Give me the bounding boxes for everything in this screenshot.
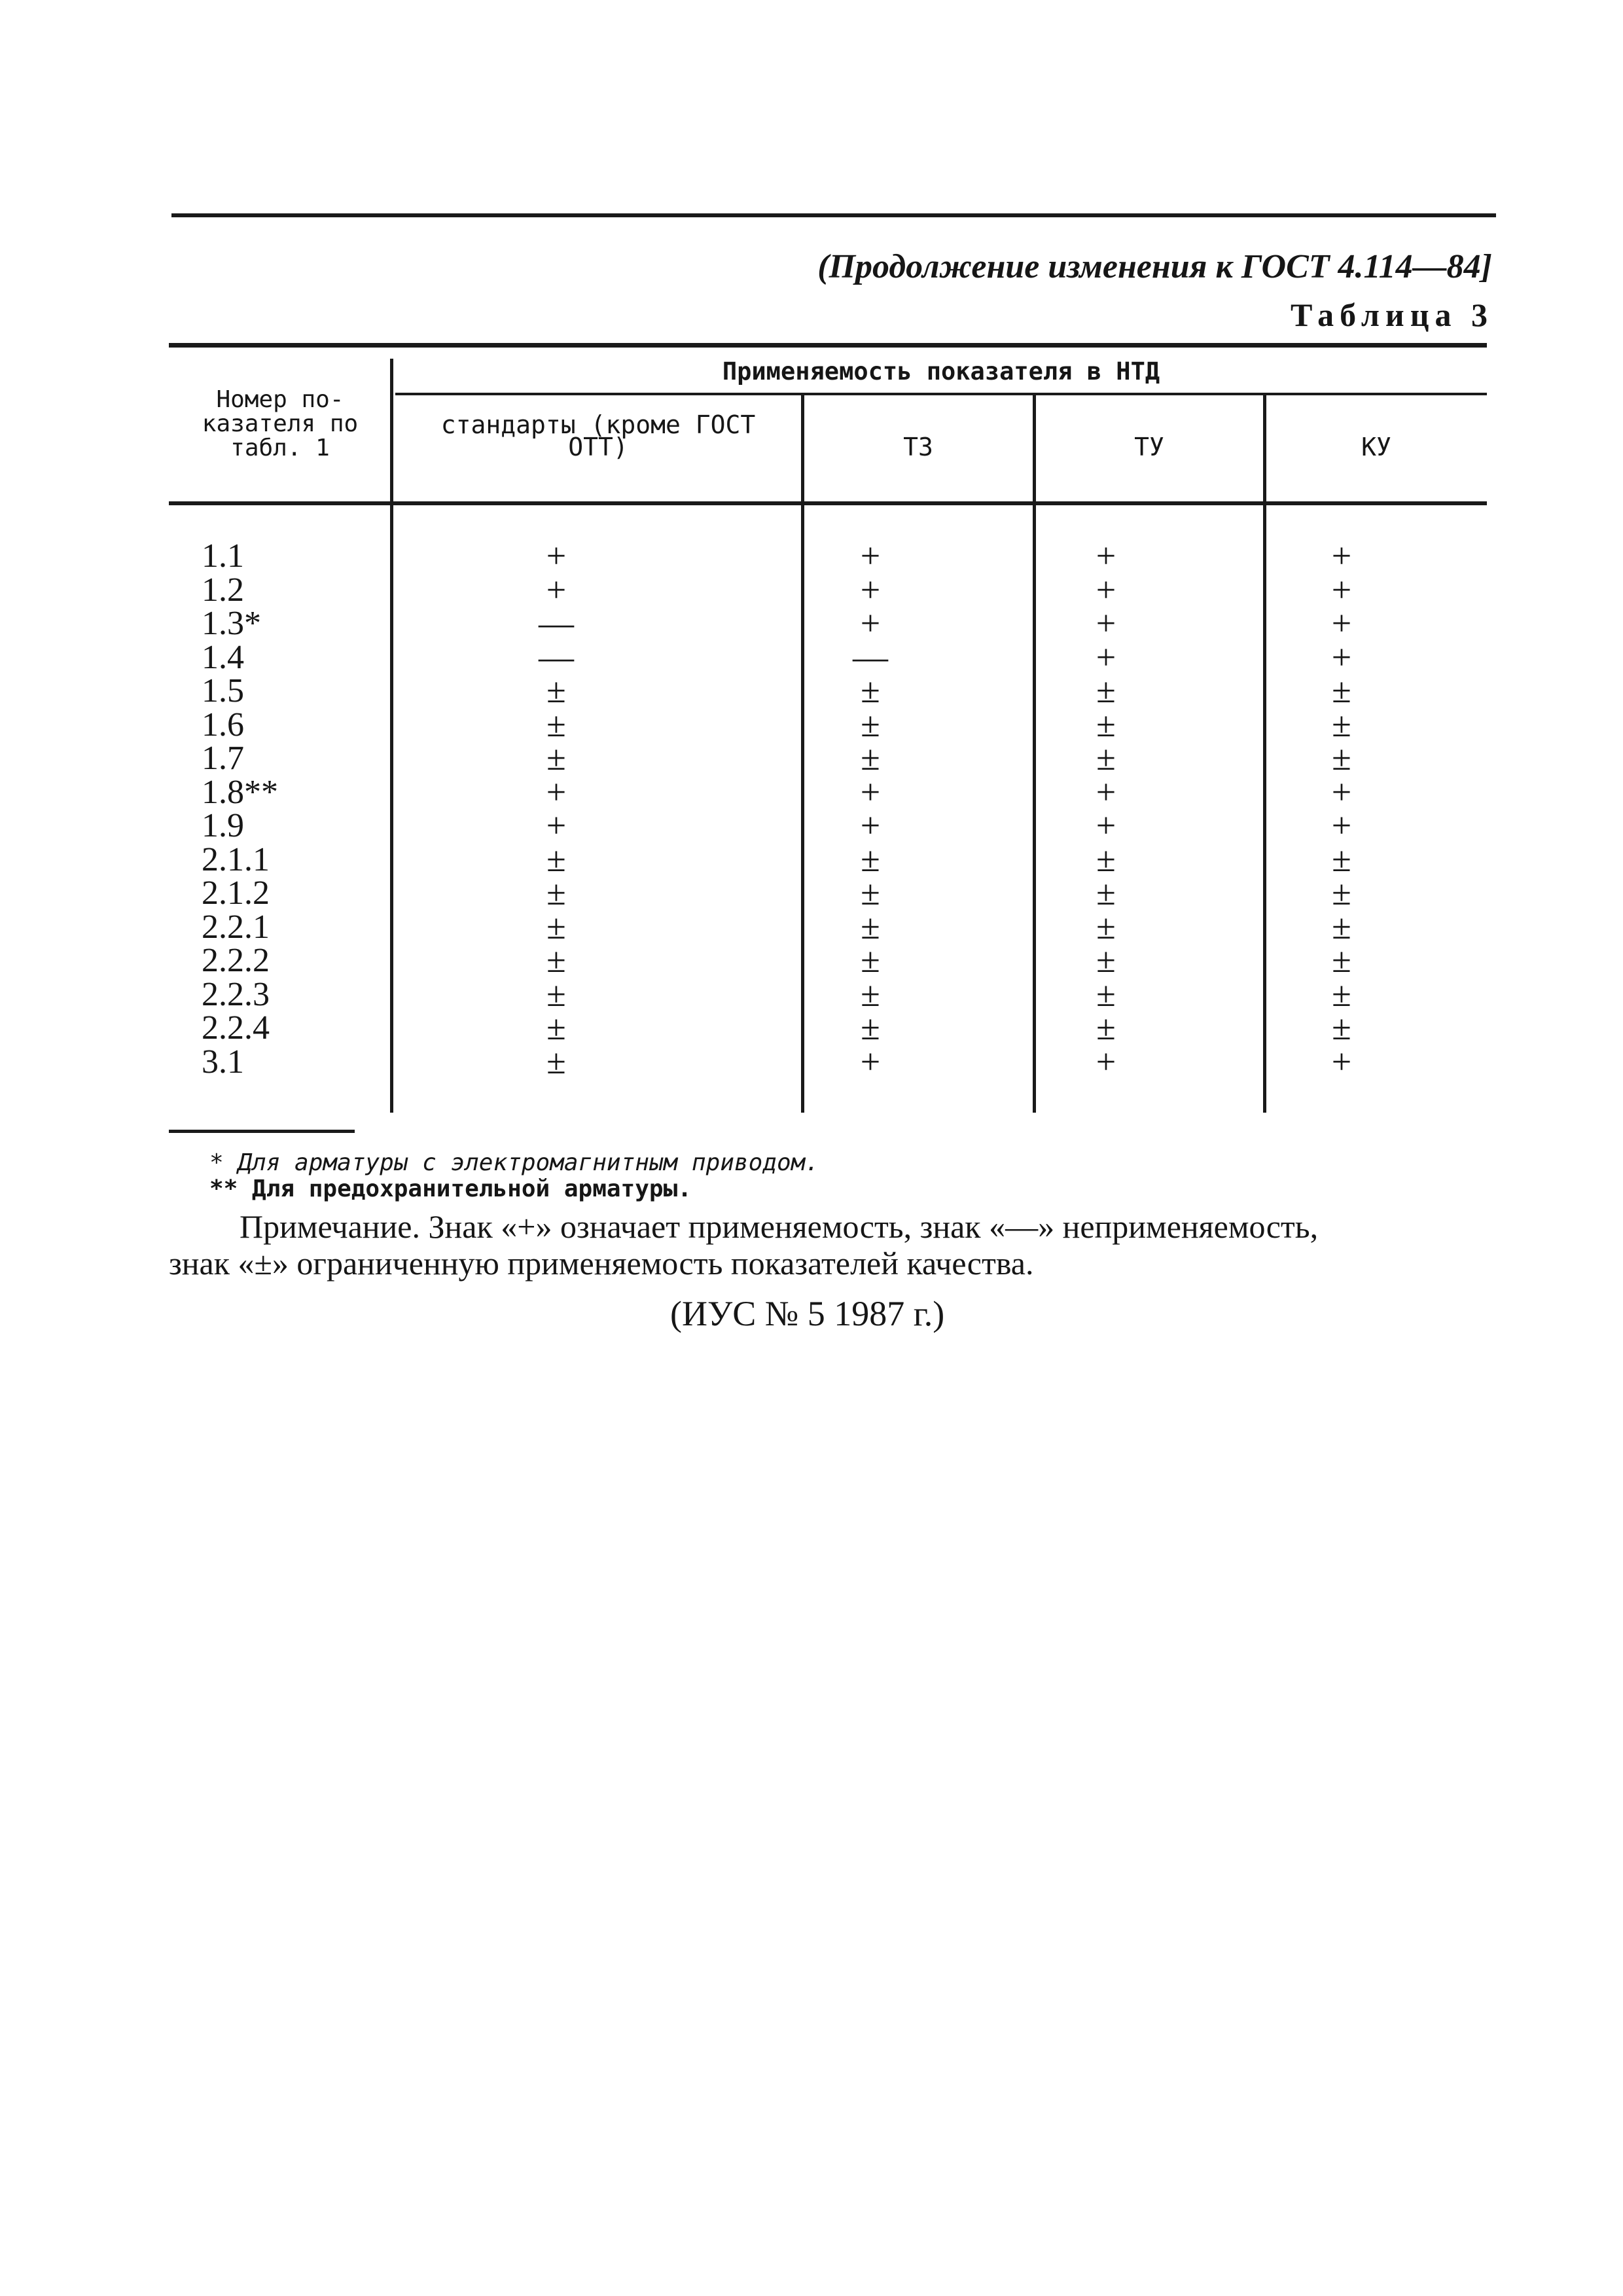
cell-standards: ± [546, 974, 566, 1014]
cell-standards: — [539, 603, 574, 643]
row-number: 1.7 [202, 740, 244, 777]
cell-tz: ± [861, 704, 880, 744]
cell-standards: ± [546, 738, 566, 778]
table-row [169, 974, 1487, 1014]
table-row [169, 1041, 1487, 1081]
cell-ku: + [1331, 772, 1352, 812]
row-number: 2.2.4 [202, 1009, 270, 1047]
row-number: 1.8** [202, 773, 278, 811]
cell-tu: ± [1096, 1008, 1116, 1047]
table-row [169, 603, 1487, 643]
cell-ku: + [1331, 603, 1352, 643]
cell-tu: ± [1096, 738, 1116, 778]
cell-ku: + [1331, 569, 1352, 609]
cell-tz: + [860, 806, 881, 845]
cell-ku: + [1331, 806, 1352, 845]
header-bottom-rule [169, 501, 1487, 505]
footnote-2: ** Для предохранительной арматуры. [209, 1175, 692, 1202]
table-row [169, 637, 1487, 677]
cell-ku: ± [1332, 671, 1351, 710]
row-number: 1.2 [202, 571, 244, 609]
table-row [169, 1008, 1487, 1047]
header-mid-rule [395, 393, 1487, 395]
cell-tu: + [1096, 637, 1116, 677]
cell-standards: ± [546, 906, 566, 946]
cell-standards: ± [546, 873, 566, 912]
header-standards-line-2: ОТТ) [568, 433, 628, 461]
table-row [169, 839, 1487, 879]
header-number-line-2: казателя по [202, 410, 359, 437]
cell-standards: + [546, 772, 567, 812]
cell-ku: ± [1332, 941, 1351, 980]
cell-ku: ± [1332, 873, 1351, 912]
table-row [169, 704, 1487, 744]
cell-tu: + [1096, 603, 1116, 643]
column-header-standards [395, 410, 801, 461]
row-number: 2.2.1 [202, 908, 270, 946]
cell-tz: ± [861, 738, 880, 778]
cell-ku: + [1331, 1041, 1352, 1081]
cell-tz: ± [861, 941, 880, 980]
cell-tz: ± [861, 1008, 880, 1047]
applicability-table [169, 343, 1487, 1113]
cell-tu: ± [1096, 974, 1116, 1014]
cell-standards: — [539, 637, 574, 677]
header-standards-line-1: стандарты (кроме ГОСТ [440, 410, 756, 439]
note-line-1: Примечание. Знак «+» означает применяемость, знак «—» неприменяемость, [240, 1208, 1319, 1245]
footnote-1: * Для арматуры с электромагнитным приводом. [209, 1149, 819, 1176]
cell-ku: + [1331, 637, 1352, 677]
row-number: 1.3* [202, 605, 261, 642]
row-number: 2.1.2 [202, 874, 270, 912]
table-body [169, 536, 1487, 1081]
cell-tz: + [860, 536, 881, 575]
cell-tz: + [860, 603, 881, 643]
cell-standards: ± [546, 1041, 566, 1081]
row-number: 2.1.1 [202, 840, 270, 878]
row-number: 2.2.2 [202, 942, 270, 979]
cell-standards: ± [546, 839, 566, 879]
header-number-line-3: табл. 1 [230, 435, 330, 461]
header-number-line-1: Номер по- [216, 386, 344, 413]
table-row [169, 772, 1487, 812]
cell-tu: ± [1096, 941, 1116, 980]
cell-tz: ± [861, 873, 880, 912]
table-row [169, 806, 1487, 845]
cell-standards: ± [546, 671, 566, 710]
note-paragraph [169, 1208, 1491, 1282]
cell-ku: ± [1332, 738, 1351, 778]
column-header-tz: ТЗ [903, 433, 933, 461]
row-number: 1.9 [202, 807, 244, 844]
cell-ku: ± [1332, 1008, 1351, 1047]
cell-ku: ± [1332, 704, 1351, 744]
cell-ku: ± [1332, 839, 1351, 879]
note-line-2: знак «±» ограниченную применяемость показателей качества. [169, 1245, 1034, 1282]
cell-tu: + [1096, 772, 1116, 812]
cell-tz: — [853, 637, 888, 677]
cell-standards: + [546, 806, 567, 845]
cell-tu: + [1096, 806, 1116, 845]
table-row [169, 738, 1487, 778]
table-top-rule [169, 343, 1487, 348]
cell-standards: ± [546, 1008, 566, 1047]
cell-standards: ± [546, 941, 566, 980]
column-header-applicability: Применяемость показателя в НТД [722, 357, 1160, 386]
cell-tz: ± [861, 671, 880, 710]
cell-tu: ± [1096, 906, 1116, 946]
table-number: Таблица 3 [1290, 296, 1493, 333]
row-number: 1.4 [202, 638, 244, 676]
cell-tu: ± [1096, 839, 1116, 879]
row-number: 2.2.3 [202, 975, 270, 1013]
cell-standards: ± [546, 704, 566, 744]
row-number: 1.5 [202, 672, 244, 709]
continuation-title: (Продолжение изменения к ГОСТ 4.114—84] [817, 248, 1492, 285]
cell-tz: ± [861, 974, 880, 1014]
table-row [169, 569, 1487, 609]
column-header-ku: КУ [1361, 433, 1391, 461]
source-reference: (ИУС № 5 1987 г.) [670, 1294, 945, 1333]
cell-tz: + [860, 569, 881, 609]
cell-tu: + [1096, 536, 1116, 575]
row-number: 3.1 [202, 1043, 244, 1081]
table-row [169, 536, 1487, 575]
cell-ku: + [1331, 536, 1352, 575]
top-rule [171, 213, 1496, 217]
cell-tu: + [1096, 569, 1116, 609]
column-header-number [169, 387, 391, 460]
footnote-rule [169, 1130, 355, 1133]
cell-tz: + [860, 1041, 881, 1081]
cell-tz: + [860, 772, 881, 812]
table-row [169, 873, 1487, 912]
row-number: 1.1 [202, 537, 244, 575]
cell-standards: + [546, 536, 567, 575]
cell-tu: ± [1096, 704, 1116, 744]
cell-tu: ± [1096, 671, 1116, 710]
cell-tz: ± [861, 906, 880, 946]
column-header-tu: ТУ [1134, 433, 1164, 461]
row-number: 1.6 [202, 706, 244, 744]
cell-ku: ± [1332, 906, 1351, 946]
table-row [169, 906, 1487, 946]
cell-tu: ± [1096, 873, 1116, 912]
cell-ku: ± [1332, 974, 1351, 1014]
cell-tz: ± [861, 839, 880, 879]
table-row [169, 941, 1487, 980]
cell-tu: + [1096, 1041, 1116, 1081]
cell-standards: + [546, 569, 567, 609]
table-row [169, 671, 1487, 710]
